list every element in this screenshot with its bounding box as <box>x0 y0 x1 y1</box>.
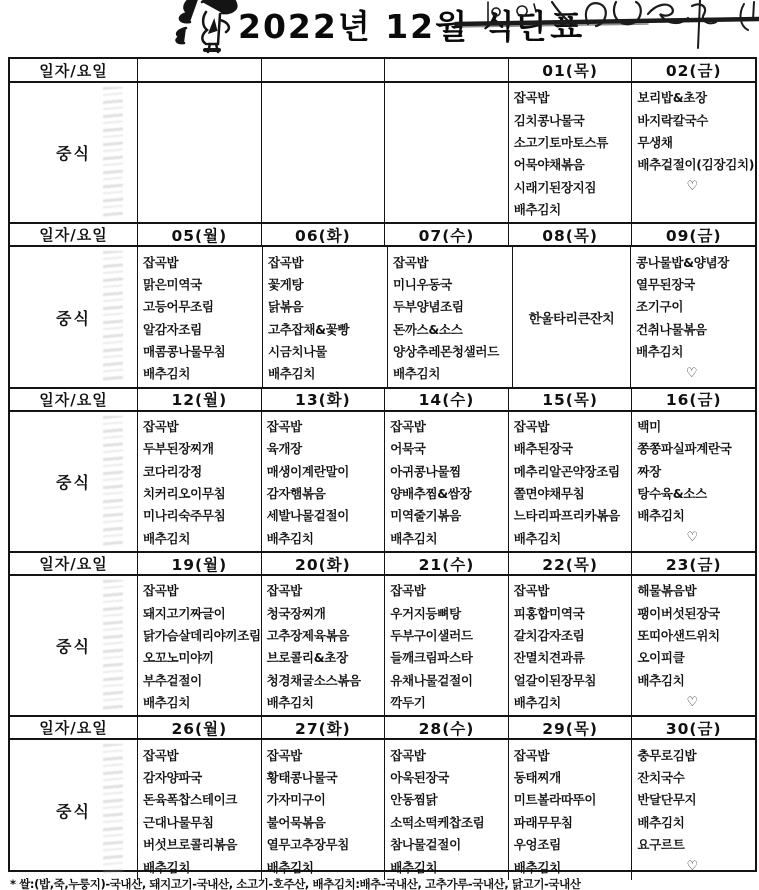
menu-cell <box>262 247 387 386</box>
menu-item: 반달단무지 <box>637 792 697 808</box>
day-header-label: 일자/요일 <box>39 555 108 574</box>
meal-label-cell <box>10 412 137 551</box>
menu-item: 쫄면야채무침 <box>513 486 585 502</box>
menu-item: 두부된장찌개 <box>143 441 214 457</box>
date-cell: 19(월) <box>137 553 261 574</box>
menu-item: 열무고추장무침 <box>266 837 350 853</box>
menu-cell <box>137 576 261 715</box>
menu-cell <box>261 412 385 551</box>
menu-item: 느타리파프리카볶음 <box>513 508 620 524</box>
date-cell: 30(금) <box>631 717 755 738</box>
menu-item: 브로콜리&초장 <box>266 650 348 666</box>
menu-item: 알감자조림 <box>143 321 202 337</box>
day-header-label: 일자/요일 <box>39 61 108 80</box>
menu-item: 배추김치 <box>268 366 316 382</box>
menu-item: 치커리오이무침 <box>143 486 226 502</box>
menu-item: 맑은미역국 <box>143 276 202 292</box>
menu-item: 배추김치 <box>637 672 685 688</box>
menu-item: 소고기토마토스튜 <box>513 134 608 150</box>
scan-smudge-artifact <box>103 580 123 711</box>
menu-cell <box>630 247 755 386</box>
menu-cell <box>508 412 632 551</box>
menu-item: 배추김치 <box>513 695 561 711</box>
menu-item: 배추김치 <box>390 859 438 875</box>
menu-item: 잡곡밥 <box>513 747 550 763</box>
menu-item: 양배추찜&쌈장 <box>390 486 472 502</box>
meal-label: 중식 <box>56 308 91 328</box>
menu-item: 코다리강정 <box>143 463 202 479</box>
menu-item: 충무로김밥 <box>637 747 697 763</box>
menu-item: 건취나물볶음 <box>636 321 707 337</box>
meal-label: 중식 <box>56 637 91 657</box>
heart-icon: ♡ <box>686 179 698 195</box>
menu-item: 유채나물겉절이 <box>390 672 473 688</box>
menu-cell <box>261 576 385 715</box>
week-header-row <box>10 551 755 576</box>
date-cell: 01(목) <box>508 59 632 81</box>
menu-item: 배추김치 <box>266 530 314 546</box>
menu-item: 깍두기 <box>390 695 426 711</box>
menu-item: 잡곡밥 <box>268 254 304 270</box>
menu-item: 미니우동국 <box>393 276 452 292</box>
menu-cell <box>384 83 508 222</box>
menu-item: 어묵국 <box>390 441 426 457</box>
meal-label-cell <box>10 83 137 222</box>
date-cell: 14(수) <box>384 389 508 410</box>
menu-item: 한울타리큰잔치 <box>528 311 615 327</box>
menu-item: 황태콩나물국 <box>266 769 338 785</box>
menu-cell <box>137 740 261 879</box>
date-cell: 06(화) <box>261 224 385 245</box>
menu-item: 팽이버섯된장국 <box>637 605 720 621</box>
menu-item: 배추김치 <box>143 366 191 382</box>
menu-cell <box>631 412 755 551</box>
menu-item: 참나물겉절이 <box>390 837 461 853</box>
menu-item: 세발나물겉절이 <box>266 508 350 524</box>
menu-item: 잡곡밥 <box>266 747 302 763</box>
page-title: 2022년 12월 식단표 <box>238 7 585 46</box>
menu-item: 피홍합미역국 <box>513 605 585 621</box>
menu-item: 잡곡밥 <box>513 418 550 434</box>
menu-item: 매콤콩나물무침 <box>143 344 226 360</box>
menu-item: 닭가슴살데리야끼조림 <box>143 628 261 643</box>
menu-cell <box>631 83 755 222</box>
menu-item: 부추겉절이 <box>143 672 202 688</box>
menu-item: 배추김치 <box>637 814 685 830</box>
date-cell <box>384 59 508 81</box>
menu-item: 동태찌개 <box>513 769 561 785</box>
menu-item: 매생이계란말이 <box>266 463 350 479</box>
menu-item: 배추김치 <box>637 508 685 524</box>
menu-item: 또띠아샌드위치 <box>637 628 720 643</box>
menu-item: 메추리알곤약장조림 <box>513 463 620 479</box>
menu-item: 배추김치 <box>143 695 191 711</box>
menu-item: 잡곡밥 <box>390 418 426 434</box>
week-menu-row <box>10 412 755 551</box>
menu-item: 어묵야채볶음 <box>513 157 585 173</box>
menu-item: 배추김치 <box>513 530 561 546</box>
date-cell: 20(화) <box>261 553 385 574</box>
week-menu-row <box>10 576 755 715</box>
menu-item: 배추김치 <box>390 530 438 546</box>
menu-item: 얼갈이된장무침 <box>513 672 597 688</box>
menu-item: 청국장찌개 <box>266 605 326 621</box>
meal-label: 중식 <box>56 801 91 821</box>
menu-item: 가자미구이 <box>266 792 326 808</box>
menu-item: 파래무무침 <box>513 814 573 830</box>
date-cell: 23(금) <box>631 553 755 574</box>
menu-item: 미역줄기볶음 <box>390 508 461 524</box>
date-cell: 07(수) <box>384 224 508 245</box>
menu-item: 소떡소떡케찹조림 <box>390 814 485 830</box>
menu-cell <box>508 83 632 222</box>
menu-cell <box>631 740 755 879</box>
menu-item: 잡곡밥 <box>513 90 550 106</box>
menu-item: 배추김치 <box>266 859 314 875</box>
date-cell: 21(수) <box>384 553 508 574</box>
menu-item: 고추잡채&꽃빵 <box>268 321 350 337</box>
date-cell: 16(금) <box>631 389 755 410</box>
menu-item: 갈치감자조림 <box>513 628 585 643</box>
menu-item: 잡곡밥 <box>266 583 302 599</box>
meal-label: 중식 <box>56 472 91 492</box>
menu-item: 우거지등뼈탕 <box>390 605 461 621</box>
menu-item: 배추된장국 <box>513 441 573 457</box>
menu-item: 잡곡밥 <box>143 418 179 434</box>
week-menu-row <box>10 740 755 879</box>
menu-item: 고추장제육볶음 <box>266 628 350 643</box>
week-header-row <box>10 222 755 247</box>
date-cell: 08(목) <box>508 224 632 245</box>
menu-item: 돈까스&소스 <box>393 321 463 337</box>
origin-note: * 쌀:(밥,죽,누룽지)-국내산, 돼지고기-국내산, 소고기-호주산, 배추김치:배추-국내산, 고추가루-국내산, 닭고기-국내산 <box>10 877 581 890</box>
menu-item: 잡곡밥 <box>390 583 426 599</box>
date-cell: 26(월) <box>137 717 261 738</box>
date-cell: 09(금) <box>631 224 755 245</box>
date-cell: 13(화) <box>261 389 385 410</box>
heart-icon: ♡ <box>686 530 698 546</box>
menu-cell <box>261 83 385 222</box>
menu-item: 시래기된장지짐 <box>513 179 597 195</box>
menu-cell <box>137 83 261 222</box>
heart-icon: ♡ <box>686 694 698 710</box>
date-cell <box>261 59 385 81</box>
menu-table <box>8 57 757 875</box>
day-header-label: 일자/요일 <box>39 390 108 409</box>
scan-smudge-artifact <box>103 416 123 547</box>
menu-cell <box>631 576 755 715</box>
menu-item: 들깨크림파스타 <box>390 650 473 666</box>
menu-item: 우엉조림 <box>513 837 561 853</box>
menu-item: 감자햄볶음 <box>266 486 326 502</box>
menu-item: 안동찜닭 <box>390 792 438 808</box>
scan-smudge-artifact <box>103 744 123 875</box>
menu-item: 닭볶음 <box>268 299 304 315</box>
menu-item: 요구르트 <box>637 837 685 853</box>
menu-cell <box>261 740 385 879</box>
meal-label-cell <box>10 247 137 386</box>
menu-item: 청경채굴소스볶음 <box>266 672 361 688</box>
week-header-row <box>10 59 755 83</box>
scan-smudge-artifact <box>103 87 123 218</box>
heart-icon: ♡ <box>685 365 698 381</box>
menu-item: 잡곡밥 <box>390 747 426 763</box>
menu-item: 김치콩나물국 <box>513 112 585 128</box>
menu-item: 돼지고기짜글이 <box>143 605 226 621</box>
menu-item: 감자양파국 <box>143 769 202 785</box>
menu-cell <box>387 247 512 386</box>
meal-label-cell <box>10 740 137 879</box>
menu-item: 꽃게탕 <box>268 276 304 292</box>
menu-item: 잡곡밥 <box>143 583 179 599</box>
date-cell: 22(목) <box>508 553 632 574</box>
menu-item: 탕수육&소스 <box>637 486 707 502</box>
meal-label: 중식 <box>56 144 91 164</box>
menu-item: 육개장 <box>266 441 302 457</box>
menu-item: 불어묵볶음 <box>266 814 326 830</box>
week-menu-row <box>10 83 755 222</box>
menu-item: 보리밥&초장 <box>637 90 707 106</box>
date-cell: 27(화) <box>261 717 385 738</box>
date-cell: 12(월) <box>137 389 261 410</box>
menu-cell <box>512 247 630 386</box>
menu-item: 미나리숙주무침 <box>143 508 226 524</box>
handwriting-scribble <box>448 0 759 56</box>
date-cell <box>137 59 261 81</box>
menu-cell <box>384 412 508 551</box>
menu-item: 잔멸치견과류 <box>513 650 585 666</box>
week-menu-row <box>10 247 755 386</box>
menu-item: 미트볼라따뚜이 <box>513 792 597 808</box>
menu-cell <box>384 740 508 879</box>
menu-item: 쫑쫑파실파계란국 <box>637 441 732 457</box>
week-header-row <box>10 387 755 412</box>
day-header-label: 일자/요일 <box>39 226 108 245</box>
menu-item: 콩나물밥&양념장 <box>636 254 730 270</box>
menu-item: 배추김치 <box>143 859 191 875</box>
menu-item: 해물볶음밥 <box>637 583 697 599</box>
menu-item: 배추김치 <box>513 202 561 218</box>
week-header-row <box>10 715 755 740</box>
menu-item: 버섯브로콜리볶음 <box>143 837 238 853</box>
menu-item: 배추김치 <box>513 859 561 875</box>
menu-item: 무생채 <box>637 134 673 150</box>
menu-item: 오꼬노미야끼 <box>143 650 214 666</box>
date-cell: 29(목) <box>508 717 632 738</box>
menu-item: 시금치나물 <box>268 344 327 360</box>
menu-item: 바지락칼국수 <box>637 112 709 128</box>
menu-cell <box>137 247 262 386</box>
day-header-label: 일자/요일 <box>39 719 108 738</box>
menu-item: 잔치국수 <box>637 769 685 785</box>
menu-item: 양상추레몬청샐러드 <box>393 344 499 360</box>
menu-item: 잡곡밥 <box>393 254 429 270</box>
menu-cell <box>384 576 508 715</box>
menu-item: 아귀콩나물찜 <box>390 463 461 479</box>
menu-item: 고등어무조림 <box>143 299 214 315</box>
menu-item: 오이피클 <box>637 650 685 666</box>
menu-cell <box>508 576 632 715</box>
menu-item: 조기구이 <box>636 299 684 315</box>
menu-item: 잡곡밥 <box>266 418 302 434</box>
date-cell: 05(월) <box>137 224 261 245</box>
date-cell: 28(수) <box>384 717 508 738</box>
menu-item: 아욱된장국 <box>390 769 450 785</box>
date-cell: 02(금) <box>631 59 755 81</box>
menu-item: 배추김치 <box>636 344 684 360</box>
menu-item: 백미 <box>637 418 661 434</box>
date-cell: 15(목) <box>508 389 632 410</box>
menu-item: 두부양념조림 <box>393 299 464 315</box>
menu-item: 두부구이샐러드 <box>390 628 473 643</box>
menu-item: 짜장 <box>637 463 661 479</box>
menu-item: 잡곡밥 <box>143 747 179 763</box>
menu-item: 잡곡밥 <box>143 254 179 270</box>
menu-item: 배추김치 <box>143 530 191 546</box>
menu-item: 배추김치 <box>266 695 314 711</box>
menu-item: 근대나물무침 <box>143 814 214 830</box>
heart-icon: ♡ <box>686 859 698 875</box>
meal-label-cell <box>10 576 137 715</box>
menu-item: 열무된장국 <box>636 276 695 292</box>
menu-cell <box>508 740 632 879</box>
menu-item: 돈육폭찹스테이크 <box>143 792 238 808</box>
scan-smudge-artifact <box>103 251 123 382</box>
menu-item: 잡곡밥 <box>513 583 550 599</box>
menu-item: 배추김치 <box>393 366 441 382</box>
menu-item: 배추겉절이(김장김치) <box>637 157 755 173</box>
menu-cell <box>137 412 261 551</box>
